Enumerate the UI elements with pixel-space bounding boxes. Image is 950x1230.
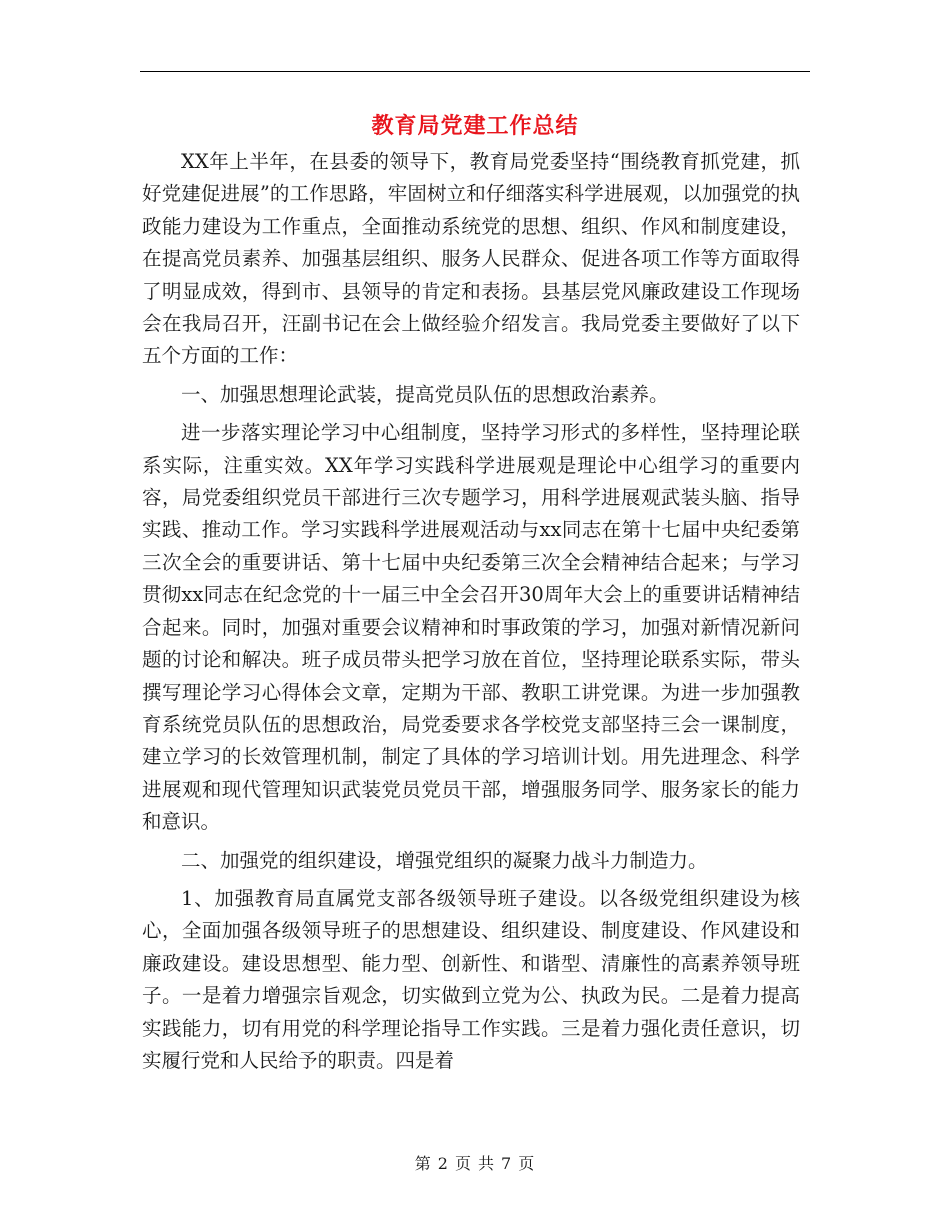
total-pages-number: 7 — [501, 1154, 513, 1173]
current-page-number: 2 — [437, 1154, 449, 1173]
paragraph-section-1: 进一步落实理论学习中心组制度，坚持学习形式的多样性，坚持理论联系实际，注重实效。XX年学习实践科学进展观是理论中心组学习的重要内容，局党委组织党员干部进行三次专题学习，用科学进展观武装头脑、指导实践、推动工作。学习实践科学进展观活动与xx同志在第十七届中央纪委第三次全会的重要讲话、第十七届中央纪委第三次全会精神结合起来；与学习贯彻xx同志在纪念党的十一届三中全会召开30周年大会上的重要讲话精神结合起来。同时，加强对重要会议精神和时事政策的学习，加强对新情况新问题的讨论和解决。班子成员带头把学习放在首位，坚持理论联系实际，带头撰写理论学习心得体会文章，定期为干部、教职工讲党课。为进一步加强教育系统党员队伍的思想政治，局党委要求各学校党支部坚持三会一课制度，建立学习的长效管理机制，制定了具体的学习培训计划。用先进理念、科学进展观和现代管理知识武装党员党员干部，增强服务同学、服务家长的能力和意识。 — [142, 421, 800, 834]
paragraph-section-2-item-1: 1、加强教育局直属党支部各级领导班子建设。以各级党组织建设为核心，全面加强各级领导班子的思想建设、组织建设、制度建设、作风建设和廉政建设。建设思想型、能力型、创新性、和谐型、清廉性的高素养领导班子。一是着力增强宗旨观念，切实做到立党为公、执政为民。二是着力提高实践能力，切有用党的科学理论指导工作实践。三是着力强化责任意识，切实履行党和人民给予的职责。四是着 — [142, 886, 800, 1072]
page-label-mid2: 共 — [478, 1154, 496, 1173]
page-label-suffix: 页 — [518, 1154, 536, 1173]
section-heading-2: 二、加强党的组织建设，增强党组织的凝聚力战斗力制造力。 — [181, 848, 708, 872]
page-label-prefix: 第 — [414, 1154, 432, 1173]
page-footer — [140, 1152, 810, 1176]
section-heading-1: 一、加强思想理论武装，提高党员队伍的思想政治素养。 — [181, 382, 669, 406]
document-title: 教育局党建工作总结 — [371, 113, 579, 139]
page-label-mid1: 页 — [454, 1154, 472, 1173]
paragraph-intro: XX年上半年，在县委的领导下，教育局党委坚持“围绕教育抓党建，抓好党建促进展”的工作思路，牢固树立和仔细落实科学进展观，以加强党的执政能力建设为工作重点，全面推动系统党的思想、组织、作风和制度建设，在提高党员素养、加强基层组织、服务人民群众、促进各项工作等方面取得了明显成效，得到市、县领导的肯定和表扬。县基层党风廉政建设工作现场会在我局召开，汪副书记在会上做经验介绍发言。我局党委主要做好了以下五个方面的工作： — [142, 150, 800, 368]
document-body — [142, 146, 800, 1077]
header-rule — [140, 71, 810, 72]
